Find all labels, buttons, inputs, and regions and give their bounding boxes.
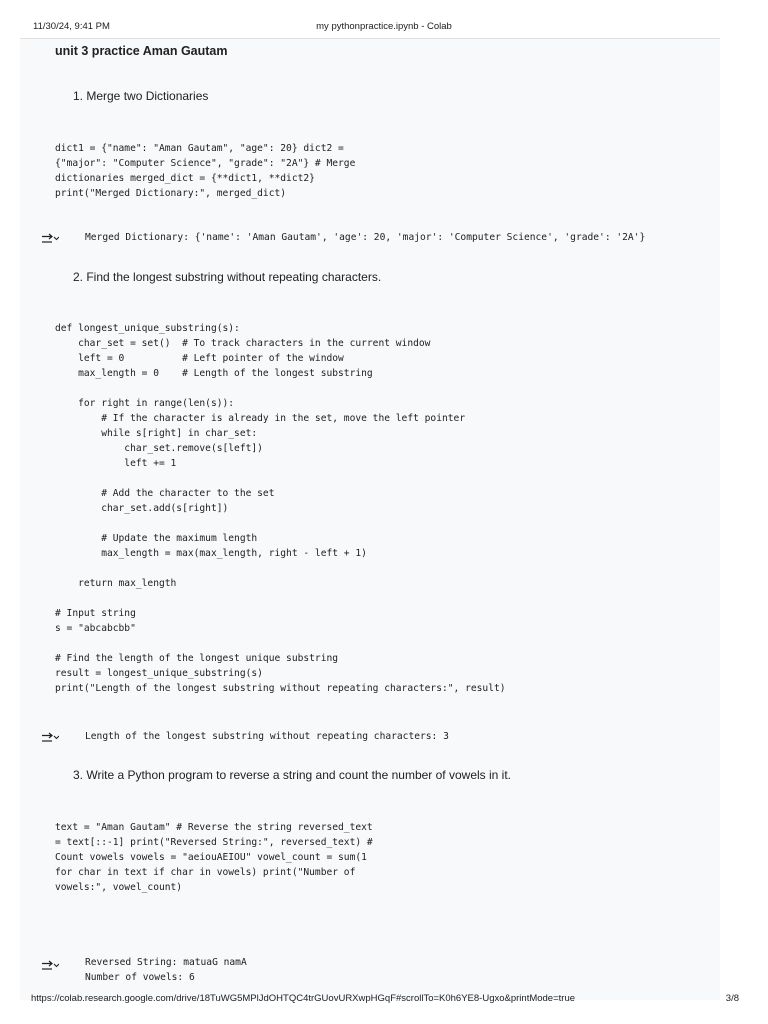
code-cell-longest-substring[interactable]: def longest_unique_substring(s): char_set = set() # To track characters in the current window left = 0 # Left pointer of the window max_length = 0 # Length of the longest substring for right in range(len(s)): # If the character is already in the set, move the left pointer while s[right] in char_set: char_set.remove(s[left]) left += 1 # Add the character to the set char_set.add(s[right]) # Update the maximum length max_length = max(max_length, right - left + 1) return max_length # Input string s = "abcabcbb" # Find the length of the longest unique substring result = longest_unique_substring(s) print("Length of the longest substring without repeating characters:", result): [55, 323, 506, 694]
output-toggle-icon[interactable]: [41, 231, 59, 245]
print-datetime: 11/30/24, 9:41 PM: [33, 21, 110, 32]
print-page-title: my pythonpractice.ipynb - Colab: [316, 21, 452, 32]
markdown-cell-reverse-string: 3. Write a Python program to reverse a string and count the number of vowels in it.: [73, 768, 511, 782]
print-footer: [0, 993, 768, 1007]
code-cell-reverse-string[interactable]: text = "Aman Gautam" # Reverse the string reversed_text = text[::-1] print("Reversed String:", reversed_text) # Count vowels vowels = "aeiouAEIOU" vowel_count = sum(1 for char in text if char in vowels) print("Number of vowels:", vowel_count): [55, 822, 373, 893]
print-url: https://colab.research.google.com/drive/18TuWG5MPlJdOHTQC4trGUovURXwpHGqF#scrollTo=K0h6YE8-Ugxo&printMode=true: [31, 993, 576, 1004]
output-reverse-string: Reversed String: matuaG namA Number of vowels: 6: [85, 957, 247, 983]
print-header: [0, 17, 768, 39]
notebook-heading: unit 3 practice Aman Gautam: [55, 44, 228, 58]
page-number: 3/8: [725, 993, 739, 1004]
output-toggle-icon[interactable]: [41, 958, 59, 972]
output-merge-dictionaries: Merged Dictionary: {'name': 'Aman Gautam', 'age': 20, 'major': 'Computer Science', 'grade': '2A'}: [85, 232, 646, 243]
code-cell-merge-dictionaries[interactable]: dict1 = {"name": "Aman Gautam", "age": 20} dict2 = {"major": "Computer Science", "grade": "2A"} # Merge dictionaries merged_dict = {**dict1, **dict2} print("Merged Dictionary:", merged_dict): [55, 143, 356, 199]
markdown-cell-merge-dictionaries: 1. Merge two Dictionaries: [73, 89, 209, 103]
output-toggle-icon[interactable]: [41, 730, 59, 744]
output-longest-substring: Length of the longest substring without repeating characters: 3: [85, 731, 449, 742]
markdown-cell-longest-substring: 2. Find the longest substring without repeating characters.: [73, 270, 382, 284]
